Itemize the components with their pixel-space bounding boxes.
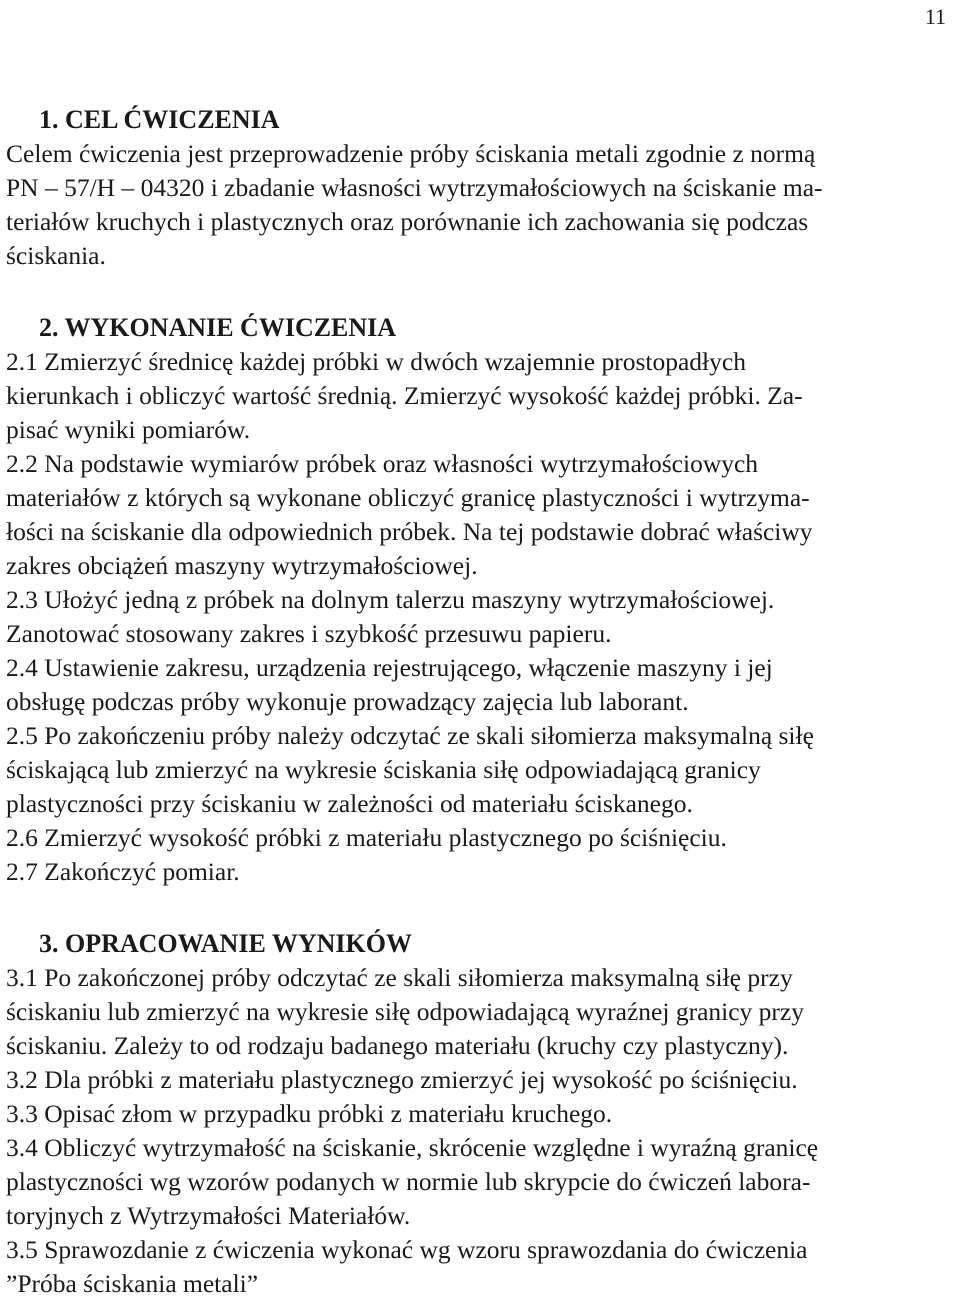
- text-line: 3.3 Opisać złom w przypadku próbki z materiału kruchego.: [6, 1099, 613, 1128]
- text-line: ściskającą lub zmierzyć na wykresie ściskania siłę odpowiadającą granicy: [6, 755, 761, 784]
- section-paragraph: [6, 345, 954, 889]
- text-line: ”Próba ściskania metali”: [6, 1269, 259, 1298]
- text-line: PN – 57/H – 04320 i zbadanie własności wytrzymałościowych na ściskanie ma-: [6, 173, 823, 202]
- section-spacer: [6, 273, 954, 311]
- text-line: toryjnych z Wytrzymałości Materiałów.: [6, 1201, 411, 1230]
- text-line: ściskania.: [6, 241, 106, 270]
- text-line: materiałów z których są wykonane obliczyć granicę plastyczności i wytrzyma-: [6, 483, 810, 512]
- text-line: teriałów kruchych i plastycznych oraz porównanie ich zachowania się podczas: [6, 207, 809, 236]
- text-line: łości na ściskanie dla odpowiednich próbek. Na tej podstawie dobrać właściwy: [6, 517, 813, 546]
- text-line: Celem ćwiczenia jest przeprowadzenie próby ściskania metali zgodnie z normą: [6, 139, 816, 168]
- text-line: 3.2 Dla próbki z materiału plastycznego zmierzyć jej wysokość po ściśnięciu.: [6, 1065, 798, 1094]
- page-number: 11: [924, 4, 946, 29]
- text-line: ściskaniu lub zmierzyć na wykresie siłę odpowiadającą wyraźnej granicy przy: [6, 997, 804, 1026]
- document-body: [6, 103, 954, 1301]
- text-line: 3.1 Po zakończonej próby odczytać ze skali siłomierza maksymalną siłę przy: [6, 963, 793, 992]
- section-results: [6, 927, 954, 1301]
- section-spacer: [6, 889, 954, 927]
- text-line: 2.1 Zmierzyć średnicę każdej próbki w dwóch wzajemnie prostopadłych: [6, 347, 746, 376]
- section-paragraph: [6, 137, 954, 273]
- text-line: plastyczności wg wzorów podanych w normie lub skrypcie do ćwiczeń labora-: [6, 1167, 811, 1196]
- text-line: kierunkach i obliczyć wartość średnią. Zmierzyć wysokość każdej próbki. Za-: [6, 381, 803, 410]
- text-line: 3.5 Sprawozdanie z ćwiczenia wykonać wg wzoru sprawozdania do ćwiczenia: [6, 1235, 808, 1264]
- text-line: plastyczności przy ściskaniu w zależności od materiału ściskanego.: [6, 789, 693, 818]
- text-line: 2.6 Zmierzyć wysokość próbki z materiału plastycznego po ściśnięciu.: [6, 823, 727, 852]
- text-line: zakres obciążeń maszyny wytrzymałościowej.: [6, 551, 478, 580]
- text-line: 2.2 Na podstawie wymiarów próbek oraz własności wytrzymałościowych: [6, 449, 759, 478]
- text-line: Zanotować stosowany zakres i szybkość przesuwu papieru.: [6, 619, 612, 648]
- text-line: 3.4 Obliczyć wytrzymałość na ściskanie, skrócenie względne i wyraźną granicę: [6, 1133, 819, 1162]
- text-line: ściskaniu. Zależy to od rodzaju badanego materiału (kruchy czy plastyczny).: [6, 1031, 789, 1060]
- section-paragraph: [6, 961, 954, 1301]
- text-line: 2.5 Po zakończeniu próby należy odczytać ze skali siłomierza maksymalną siłę: [6, 721, 814, 750]
- section-heading: 1. CEL ĆWICZENIA: [39, 105, 280, 134]
- section-heading: 2. WYKONANIE ĆWICZENIA: [39, 313, 397, 342]
- section-goal: [6, 103, 954, 273]
- text-line: pisać wyniki pomiarów.: [6, 415, 251, 444]
- section-procedure: [6, 311, 954, 889]
- text-line: 2.4 Ustawienie zakresu, urządzenia rejestrującego, włączenie maszyny i jej: [6, 653, 773, 682]
- text-line: obsługę podczas próby wykonuje prowadzący zajęcia lub laborant.: [6, 687, 689, 716]
- text-line: 2.7 Zakończyć pomiar.: [6, 857, 240, 886]
- text-line: 2.3 Ułożyć jedną z próbek na dolnym talerzu maszyny wytrzymałościowej.: [6, 585, 775, 614]
- section-heading: 3. OPRACOWANIE WYNIKÓW: [39, 929, 412, 958]
